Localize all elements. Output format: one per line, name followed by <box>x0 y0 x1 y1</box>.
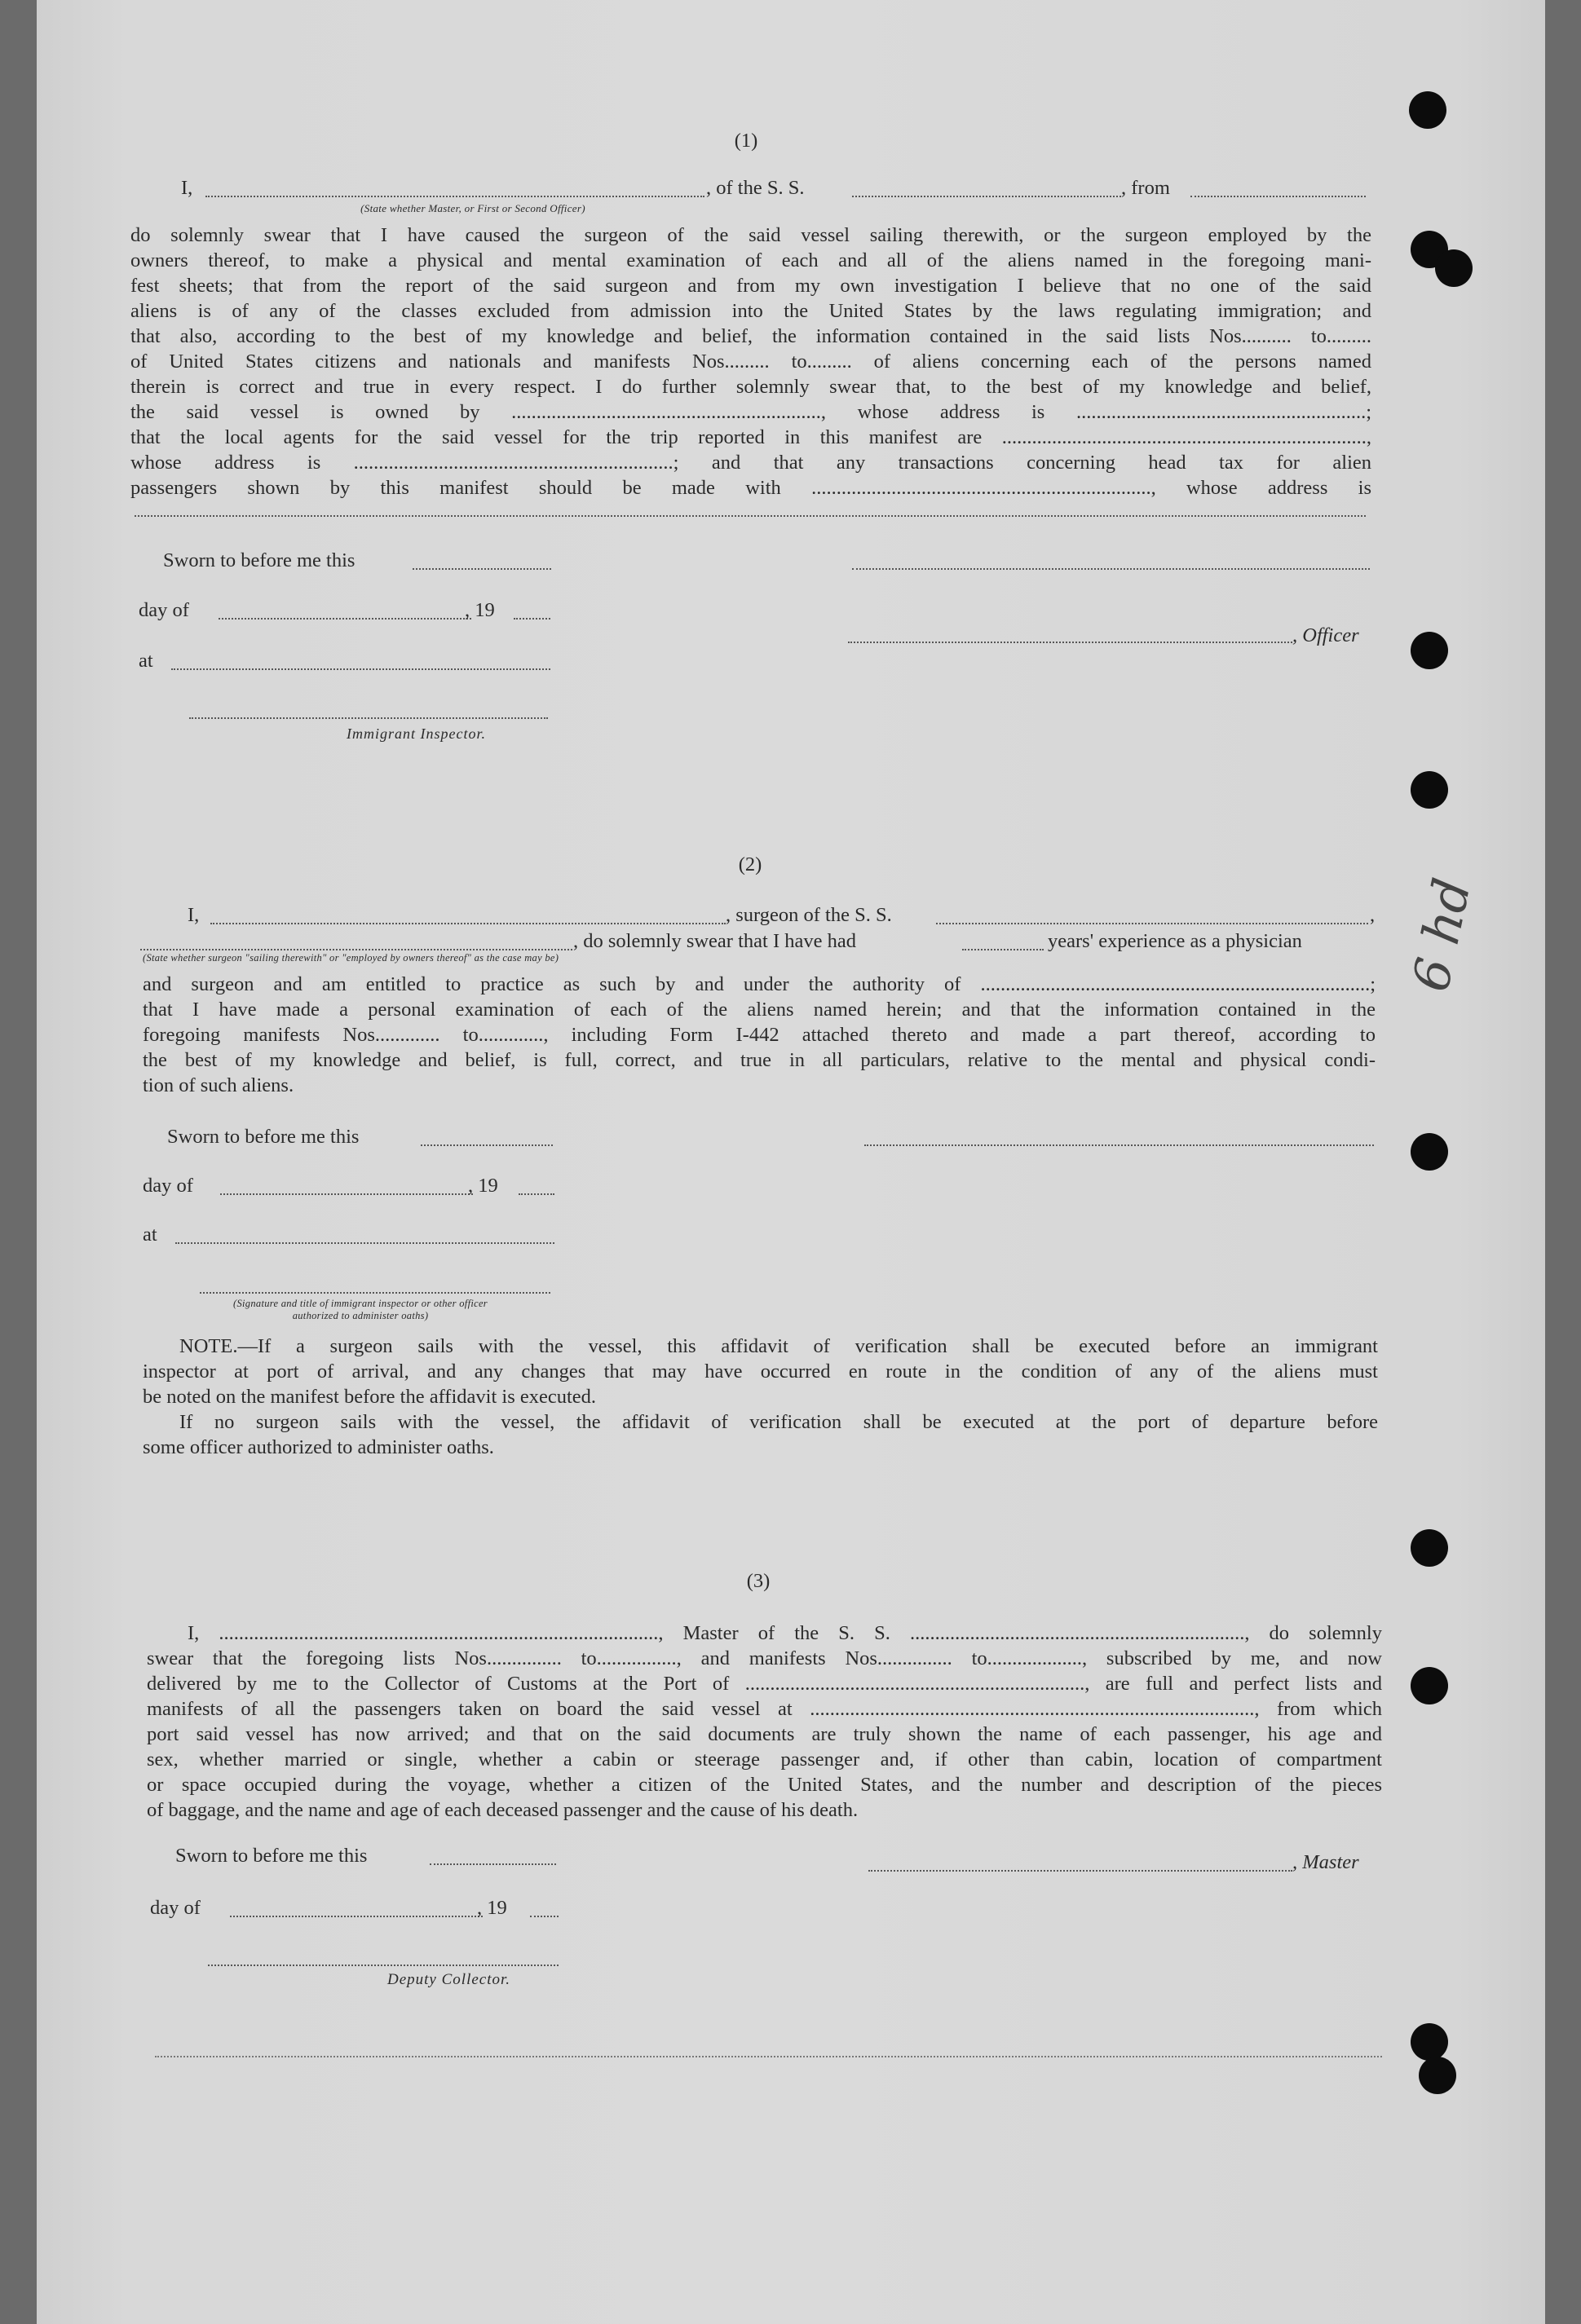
section-1-i-label: I, <box>181 177 193 199</box>
note-line: some officer authorized to administer oaths. <box>143 1436 494 1458</box>
vessel-name-field[interactable] <box>852 196 1121 197</box>
inspector-signature-field[interactable] <box>189 717 548 719</box>
from-label: , from <box>1121 177 1170 199</box>
day-of-label-2: day of <box>143 1175 193 1197</box>
section-3-oath <box>147 1621 1382 1823</box>
officer-signature-field[interactable] <box>848 642 1292 643</box>
inspector-signature-note: (Signature and title of immigrant inspector or other officer authorized to administer oaths) <box>233 1298 488 1321</box>
surgeon-signature-field[interactable] <box>864 1144 1374 1146</box>
note-line: If no surgeon sails with the vessel, the affidavit of verification shall be executed at the port of departure before <box>179 1411 1378 1433</box>
comma: , <box>1370 904 1376 926</box>
binder-hole <box>1411 632 1448 669</box>
solemnly-swear-label: , do solemnly swear that I have had <box>573 930 856 952</box>
surgeon-name-field[interactable] <box>210 923 726 924</box>
surgeon-of-ss-label: , surgeon of the S. S. <box>726 904 892 926</box>
day-month-field-2[interactable] <box>220 1193 473 1195</box>
binder-hole <box>1411 771 1448 809</box>
oath-line: foregoing manifests Nos............. to............., including Form I-442 attached thereto and made a part thereof, according to <box>143 1024 1376 1046</box>
sworn-date-field-2[interactable] <box>421 1144 553 1146</box>
officer-rank-note: (State whether Master, or First or Second Officer) <box>360 202 585 214</box>
sworn-date-field-1[interactable] <box>413 568 551 570</box>
day-month-field-3[interactable] <box>230 1916 483 1917</box>
day-of-label-1: day of <box>139 599 189 621</box>
oath-line: of United States citizens and nationals and manifests Nos......... to......... of aliens concerning each of the persons named <box>130 351 1371 373</box>
year-label-1: , 19 <box>465 599 495 621</box>
year-label-2: , 19 <box>468 1175 498 1197</box>
agent-address-field[interactable] <box>135 515 1366 517</box>
note-line: be noted on the manifest before the affidavit is executed. <box>143 1386 597 1408</box>
from-port-field[interactable] <box>1190 196 1366 197</box>
section-2-i-label: I, <box>188 904 200 926</box>
oath-line: do solemnly swear that I have caused the surgeon of the said vessel sailing therewith, or the surgeon employed by the <box>130 224 1371 246</box>
oath-line: fest sheets; that from the report of the said surgeon and from my own investigation I believe that no one of the said <box>130 275 1371 297</box>
section-1-number: (1) <box>734 130 758 152</box>
oath-line: owners thereof, to make a physical and mental examination of each and all of the aliens named in the foregoing mani- <box>130 249 1371 271</box>
note-line: NOTE.—If a surgeon sails with the vessel, this affidavit of verification shall be executed before an immigrant <box>179 1335 1378 1357</box>
at-label-2: at <box>143 1224 157 1246</box>
section-2-number: (2) <box>738 853 762 875</box>
binder-hole <box>1419 2057 1456 2094</box>
of-ss-label: , of the S. S. <box>706 177 805 199</box>
bottom-rule <box>155 2056 1382 2057</box>
section-3-number: (3) <box>746 1570 771 1592</box>
sworn-label-1: Sworn to before me this <box>163 549 356 571</box>
master-signature-field[interactable] <box>868 1870 1292 1872</box>
oath-line: whose address is ................................................................; and that any transactions concerning head tax for alien <box>130 452 1371 474</box>
year-label-3: , 19 <box>477 1897 507 1919</box>
binder-hole <box>1411 1529 1448 1567</box>
day-month-field-1[interactable] <box>219 618 471 620</box>
section-1-oath <box>130 223 1371 501</box>
officer-title: , Officer <box>1292 624 1359 646</box>
collector-signature-field[interactable] <box>208 1965 559 1966</box>
oath-line: the best of my knowledge and belief, is full, correct, and true in all particulars, relative to the mental and physical condi- <box>143 1049 1376 1071</box>
binder-hole <box>1435 249 1473 287</box>
oath-line: swear that the foregoing lists Nos............... to................, and manifests Nos............... to..................., subscribed by me, and now <box>147 1647 1382 1669</box>
oath-line: that also, according to the best of my knowledge and belief, the information contained in the said lists Nos.......... to......... <box>130 325 1371 347</box>
inspector-signature-field-2[interactable] <box>200 1292 550 1294</box>
year-field-2[interactable] <box>519 1193 554 1195</box>
at-place-field-2[interactable] <box>175 1242 554 1244</box>
oath-line: of baggage, and the name and age of each deceased passenger and the cause of his death. <box>147 1799 859 1821</box>
surgeon-vessel-field[interactable] <box>936 923 1368 924</box>
note-line: inspector at port of arrival, and any changes that may have occurred en route in the condition of any of the aliens must <box>143 1360 1378 1382</box>
master-title: , Master <box>1292 1851 1359 1873</box>
sworn-date-field-3[interactable] <box>430 1863 556 1865</box>
oath-line: the said vessel is owned by .............................................................., whose address is ..........................................................; <box>130 401 1371 423</box>
binder-hole <box>1409 91 1446 129</box>
oath-line: that I have made a personal examination of each of the aliens named herein; and that the information contained in the <box>143 999 1376 1021</box>
oath-line: aliens is of any of the classes excluded from admission into the United States by the laws regulating immigration; and <box>130 300 1371 322</box>
oath-line: delivered by me to the Collector of Customs at the Port of ...................................................................., are full and perfect lists and <box>147 1673 1382 1695</box>
day-of-label-3: day of <box>150 1897 201 1919</box>
officer-name-field[interactable] <box>205 196 704 197</box>
oath-line: I, ........................................................................................, Master of the S. S. ..................................................................., do solemnly <box>188 1622 1382 1644</box>
oath-line: sex, whether married or single, whether a cabin or steerage passenger and, if other than cabin, location of compartment <box>147 1749 1382 1771</box>
sworn-label-3: Sworn to before me this <box>175 1845 368 1867</box>
surgeon-status-note: (State whether surgeon "sailing therewith" or "employed by owners thereof" as the case may be) <box>143 952 559 964</box>
oath-line: tion of such aliens. <box>143 1074 294 1096</box>
section-2-note <box>143 1334 1378 1460</box>
at-label-1: at <box>139 650 153 672</box>
oath-line: or space occupied during the voyage, whether a citizen of the United States, and the number and description of the pieces <box>147 1774 1382 1796</box>
year-field-3[interactable] <box>530 1916 559 1917</box>
oath-line: port said vessel has now arrived; and that on the said documents are truly shown the name of each passenger, his age and <box>147 1723 1382 1745</box>
years-experience-label: years' experience as a physician <box>1048 930 1302 952</box>
note-label: NOTE. <box>179 1335 238 1357</box>
year-field-1[interactable] <box>514 618 550 620</box>
officer-name-line-top[interactable] <box>852 568 1370 570</box>
section-2-oath <box>143 972 1376 1098</box>
oath-line: that the local agents for the said vessel for the trip reported in this manifest are ........................................................................., <box>130 426 1371 448</box>
handwritten-margin-note: 6 hd <box>1400 873 1482 997</box>
oath-line: manifests of all the passengers taken on board the said vessel at ........................................................................................., from which <box>147 1698 1382 1720</box>
binder-hole <box>1411 2023 1448 2061</box>
collector-title: Deputy Collector. <box>387 1971 511 1988</box>
years-experience-field[interactable] <box>962 949 1044 950</box>
surgeon-status-field[interactable] <box>140 949 572 950</box>
oath-line: and surgeon and am entitled to practice as such by and under the authority of ..............................................................................; <box>143 973 1376 995</box>
sworn-label-2: Sworn to before me this <box>167 1126 360 1148</box>
oath-line: therein is correct and true in every respect. I do further solemnly swear that, to the best of my knowledge and belief, <box>130 376 1371 398</box>
oath-line: passengers shown by this manifest should be made with ...................................................................., whose address is <box>130 477 1371 499</box>
at-place-field-1[interactable] <box>171 668 550 670</box>
binder-hole <box>1411 1133 1448 1171</box>
inspector-title: Immigrant Inspector. <box>347 725 486 742</box>
binder-hole <box>1411 1667 1448 1704</box>
